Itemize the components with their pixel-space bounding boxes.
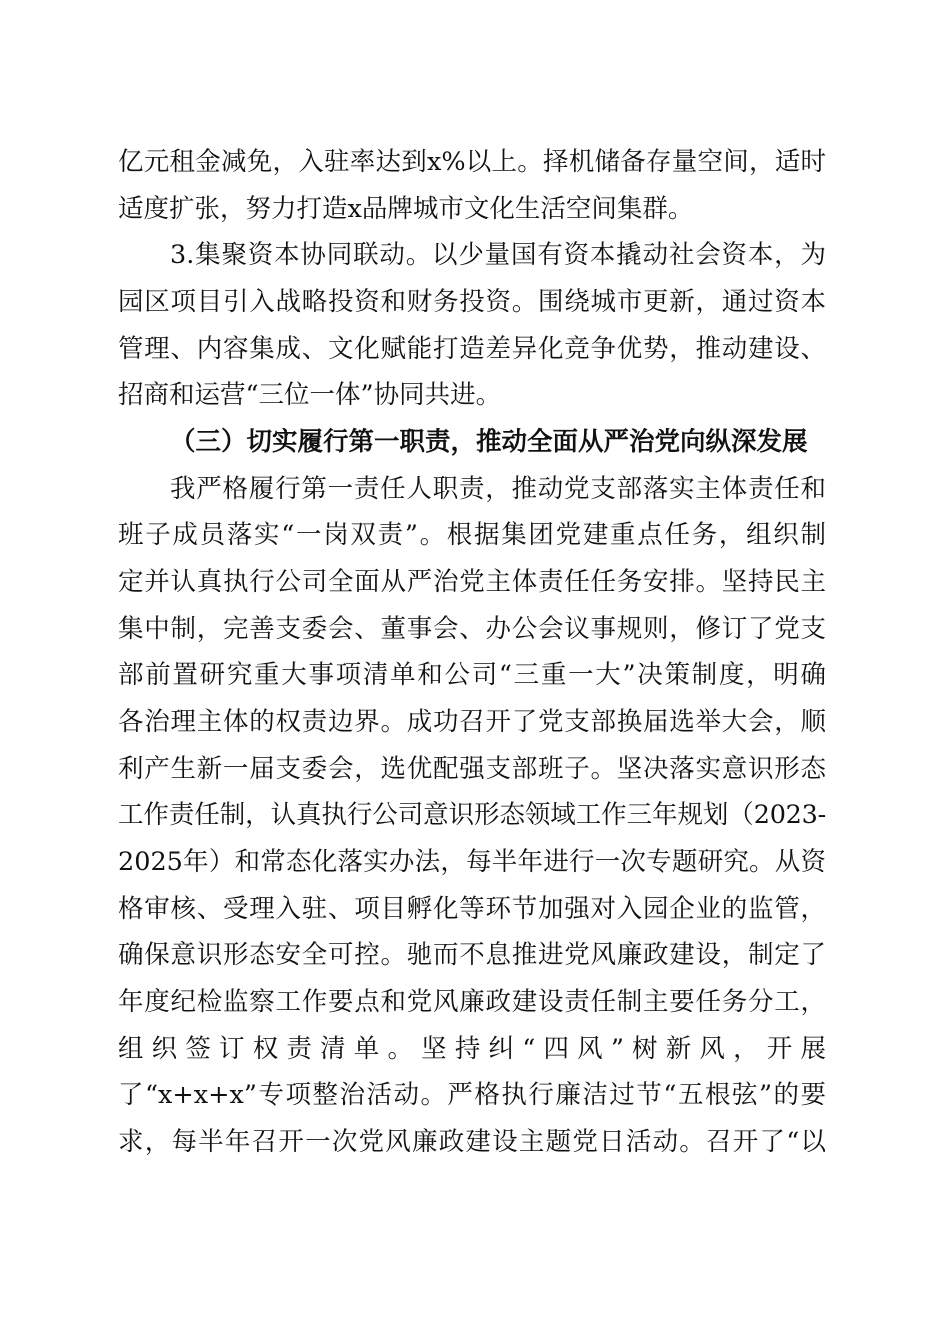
text-line: 年度纪检监察工作要点和党风廉政建设责任制主要任务分工， xyxy=(118,987,826,1017)
text-line: 各治理主体的权责边界。成功召开了党支部换届选举大会，顺 xyxy=(118,707,826,737)
text-line: 部前置研究重大事项清单和公司“三重一大”决策制度，明确 xyxy=(118,660,826,690)
text-line: 适度扩张，努力打造x品牌城市文化生活空间集群。 xyxy=(118,194,694,224)
text-line: 求，每半年召开一次党风廉政建设主题党日活动。召开了“以 xyxy=(118,1127,826,1157)
text-line: 我严格履行第一责任人职责，推动党支部落实主体责任和 xyxy=(170,474,826,504)
text-line: 亿元租金减免，入驻率达到x%以上。择机储备存量空间，适时 xyxy=(118,147,826,177)
section-heading: （三）切实履行第一职责，推动全面从严治党向纵深发展 xyxy=(170,427,808,457)
text-line: 格审核、受理入驻、项目孵化等环节加强对入园企业的监管， xyxy=(118,894,826,924)
text-line: 3.集聚资本协同联动。以少量国有资本撬动社会资本，为 xyxy=(170,240,826,270)
text-line: 利产生新一届支委会，选优配强支部班子。坚决落实意识形态 xyxy=(118,754,826,784)
text-line: 2025年）和常态化落实办法，每半年进行一次专题研究。从资 xyxy=(118,847,826,877)
text-line: 了“x+x+x”专项整治活动。严格执行廉洁过节“五根弦”的要 xyxy=(118,1080,826,1110)
text-line: 招商和运营“三位一体”协同共进。 xyxy=(118,380,502,410)
text-line: 确保意识形态安全可控。驰而不息推进党风廉政建设，制定了 xyxy=(118,940,826,970)
text-line: 班子成员落实“一岗双责”。根据集团党建重点任务，组织制 xyxy=(118,520,826,550)
text-line: 工作责任制，认真执行公司意识形态领域工作三年规划（2023- xyxy=(118,800,826,830)
text-line: 园区项目引入战略投资和财务投资。围绕城市更新，通过资本 xyxy=(118,287,826,317)
text-line: 定并认真执行公司全面从严治党主体责任任务安排。坚持民主 xyxy=(118,567,826,597)
text-line: 管理、内容集成、文化赋能打造差异化竞争优势，推动建设、 xyxy=(118,334,826,364)
text-line: 集中制，完善支委会、董事会、办公会议事规则，修订了党支 xyxy=(118,614,826,644)
text-line: 组织签订权责清单。坚持纠“四风”树新风，开展 xyxy=(118,1034,826,1064)
